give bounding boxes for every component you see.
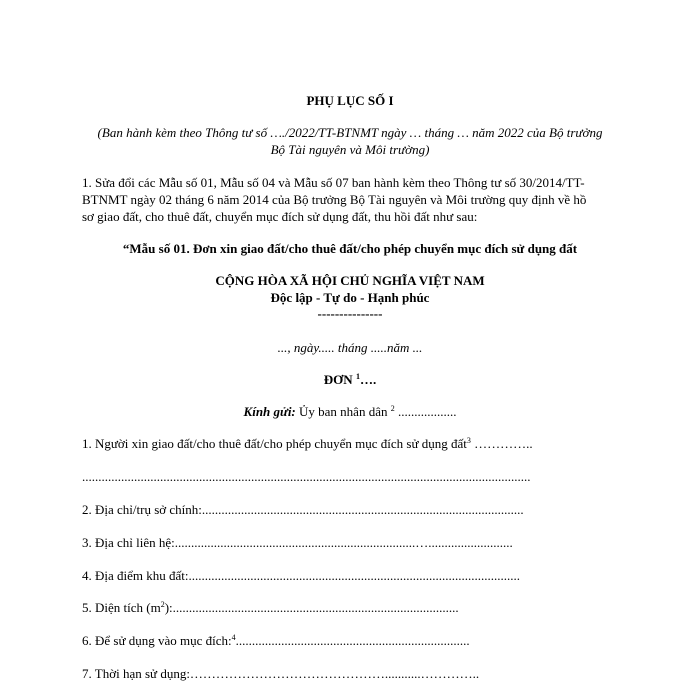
footnote-marker: 4: [231, 633, 236, 642]
kinh-gui-label: Kính gửi:: [243, 404, 296, 419]
field-label: 1. Người xin giao đất/cho thuê đất/cho phép chuyển mục đích sử dụng đất: [82, 436, 467, 451]
field-label: 2. Địa chỉ/trụ sở chính:...................................................................................................: [82, 502, 524, 517]
footnote-marker: 2: [390, 404, 395, 413]
field-trail: …………..: [470, 436, 533, 451]
form-field-address: [82, 501, 524, 518]
form-field-purpose: [82, 632, 470, 649]
kinh-gui-dots: ..................: [394, 404, 457, 419]
kinh-gui-line: [0, 403, 700, 420]
form-field-land-location: [82, 567, 520, 584]
subtitle-line-2: Bộ Tài nguyên và Môi trường): [270, 142, 430, 157]
appendix-title: PHỤ LỤC SỐ I: [306, 93, 394, 108]
don-title: [0, 371, 700, 388]
field-trail: ........................................................................: [235, 633, 470, 648]
field-label: 4. Địa điểm khu đất:......................................................................................................: [82, 568, 521, 583]
footnote-marker: 1: [355, 372, 360, 381]
field-label: 7. Thời hạn sử dụng:………………………………………...........…………..: [82, 666, 480, 681]
paragraph-1-line-3: sơ giao đất, cho thuê đất, chuyển mục đích sử dụng đất, thu hồi đất như sau:: [82, 209, 478, 224]
national-title: CỘNG HÒA XÃ HỘI CHỦ NGHĨA VIỆT NAM: [215, 273, 485, 288]
field-label: 3. Địa chỉ liên hệ:..........................................................................…..........................: [82, 535, 513, 550]
divider: ---------------: [317, 306, 383, 321]
don-title-trail: ….: [359, 372, 377, 387]
form-field-applicant-continuation: [82, 468, 531, 485]
field-trail: ):........................................................................................: [164, 600, 459, 615]
form-title: “Mẫu số 01. Đơn xin giao đất/cho thuê đất/cho phép chuyển mục đích sử dụng đất: [122, 241, 578, 256]
motto: Độc lập - Tự do - Hạnh phúc: [270, 290, 430, 305]
footnote-marker: 3: [466, 436, 471, 445]
field-label: ..........................................................................................................................................: [82, 469, 531, 484]
kinh-gui-text: Ủy ban nhân dân: [295, 404, 391, 419]
date-line: ..., ngày..... tháng .....năm ...: [277, 340, 423, 355]
paragraph-1-line-2: BTNMT ngày 02 tháng 6 năm 2014 của Bộ trưởng Bộ Tài nguyên và Môi trường quy định về hồ: [82, 192, 587, 207]
form-field-applicant: [82, 435, 533, 452]
form-field-contact-address: [82, 534, 513, 551]
field-label: 6. Để sử dụng vào mục đích:: [82, 633, 232, 648]
form-field-duration: [82, 665, 479, 682]
form-field-area: [82, 599, 459, 616]
don-title-text: ĐƠN: [323, 372, 353, 387]
paragraph-1-line-1: 1. Sửa đổi các Mẫu số 01, Mẫu số 04 và Mẫu số 07 ban hành kèm theo Thông tư số 30/2014/TT-: [82, 175, 585, 190]
field-label: 5. Diện tích (m: [82, 600, 161, 615]
footnote-marker: 2: [160, 600, 165, 609]
subtitle-line-1: (Ban hành kèm theo Thông tư số …./2022/TT-BTNMT ngày … tháng … năm 2022 của Bộ trưởng: [97, 125, 603, 140]
